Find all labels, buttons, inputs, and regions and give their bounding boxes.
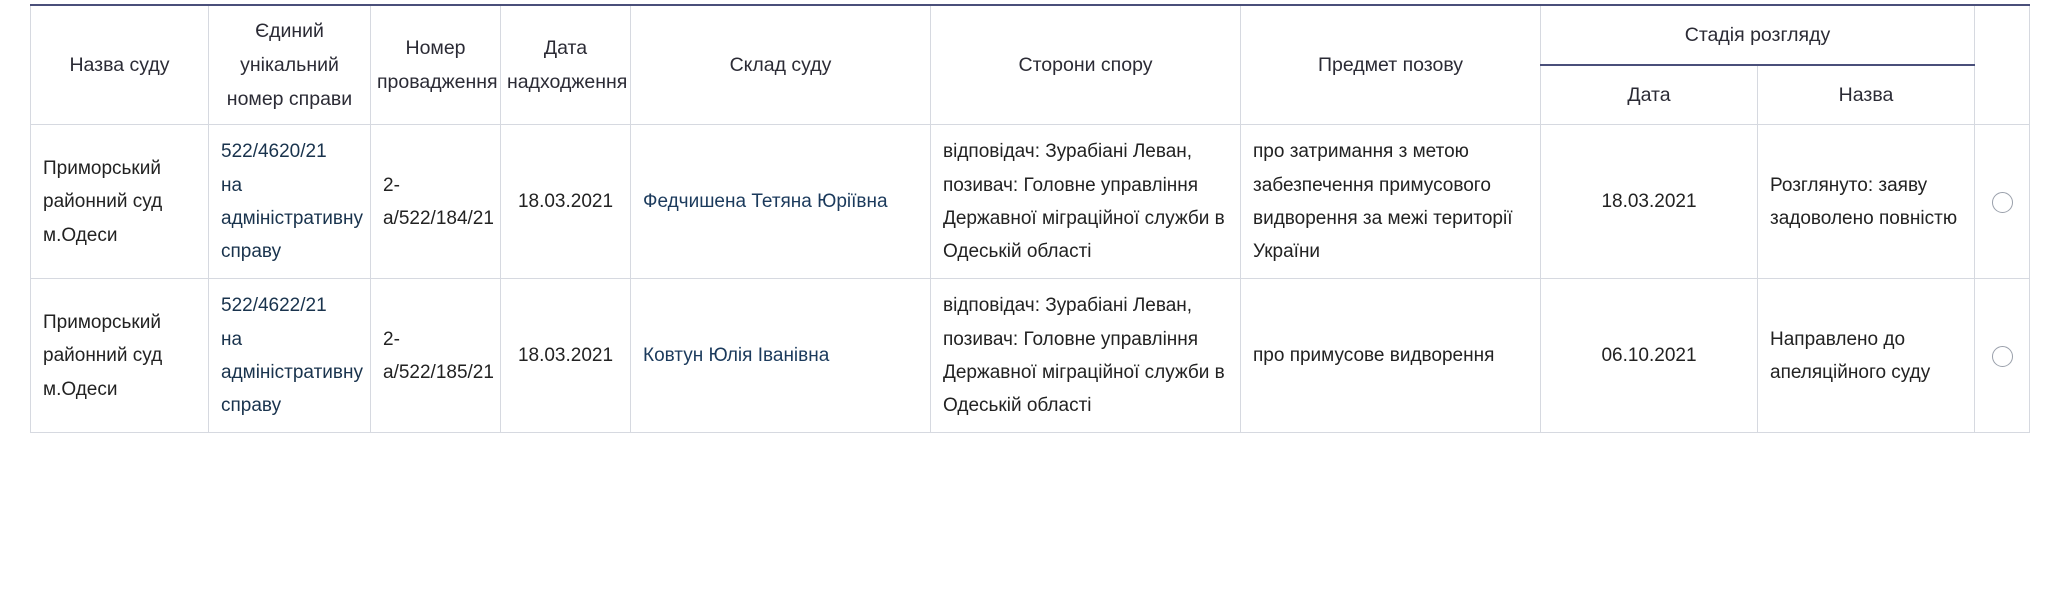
header-select	[1975, 5, 2030, 125]
header-panel: Склад суду	[631, 5, 931, 125]
header-row-primary	[31, 5, 2030, 65]
cell-select[interactable]	[1975, 125, 2030, 279]
cell-stage-name: Направлено до апеляційного суду	[1758, 279, 1975, 433]
unique-number-value: 522/4622/21	[221, 295, 327, 317]
cell-unique-number	[209, 125, 371, 279]
cell-panel: Ковтун Юлія Іванівна	[631, 279, 931, 433]
cell-proceeding-number: 2-а/522/184/21	[371, 125, 501, 279]
cell-receipt-date: 18.03.2021	[501, 125, 631, 279]
row-radio-button[interactable]	[1992, 346, 2013, 367]
cases-table-head	[31, 5, 2030, 125]
header-court: Назва суду	[31, 5, 209, 125]
header-unique-number: Єдиний унікальний номер справи	[209, 5, 371, 125]
cell-unique-number	[209, 279, 371, 433]
unique-number-value: 522/4620/21	[221, 141, 327, 163]
cell-proceeding-number: 2-а/522/185/21	[371, 279, 501, 433]
cell-subject: про примусове видворення	[1241, 279, 1541, 433]
cell-parties: відповідач: Зурабіані Леван, позивач: Головне управління Державної міграційної служби в Одеській області	[931, 125, 1241, 279]
cell-court: Приморський районний суд м.Одеси	[31, 279, 209, 433]
row-radio-button[interactable]	[1992, 192, 2013, 213]
header-stage-group: Стадія розгляду	[1541, 5, 1975, 65]
header-subject: Предмет позову	[1241, 5, 1541, 125]
cell-stage-date: 06.10.2021	[1541, 279, 1758, 433]
header-proceeding-number: Номер провадження	[371, 5, 501, 125]
cell-subject: про затримання з метою забезпечення примусового видворення за межі території України	[1241, 125, 1541, 279]
cell-stage-date: 18.03.2021	[1541, 125, 1758, 279]
table-row[interactable]	[31, 279, 2030, 433]
cell-stage-name: Розглянуто: заяву задоволено повністю	[1758, 125, 1975, 279]
header-receipt-date: Дата надходження	[501, 5, 631, 125]
cell-parties: відповідач: Зурабіані Леван, позивач: Головне управління Державної міграційної служби в Одеській області	[931, 279, 1241, 433]
header-parties: Сторони спору	[931, 5, 1241, 125]
cell-receipt-date: 18.03.2021	[501, 279, 631, 433]
cell-select[interactable]	[1975, 279, 2030, 433]
table-row[interactable]	[31, 125, 2030, 279]
cases-table	[30, 4, 2030, 433]
cases-table-body	[31, 125, 2030, 433]
header-stage-date: Дата	[1541, 65, 1758, 125]
cell-panel: Федчишена Тетяна Юріївна	[631, 125, 931, 279]
unique-number-note: на адміністративну справу	[221, 328, 363, 417]
cases-table-container	[30, 4, 2048, 433]
cell-court: Приморський районний суд м.Одеси	[31, 125, 209, 279]
header-stage-name: Назва	[1758, 65, 1975, 125]
unique-number-note: на адміністративну справу	[221, 174, 363, 263]
